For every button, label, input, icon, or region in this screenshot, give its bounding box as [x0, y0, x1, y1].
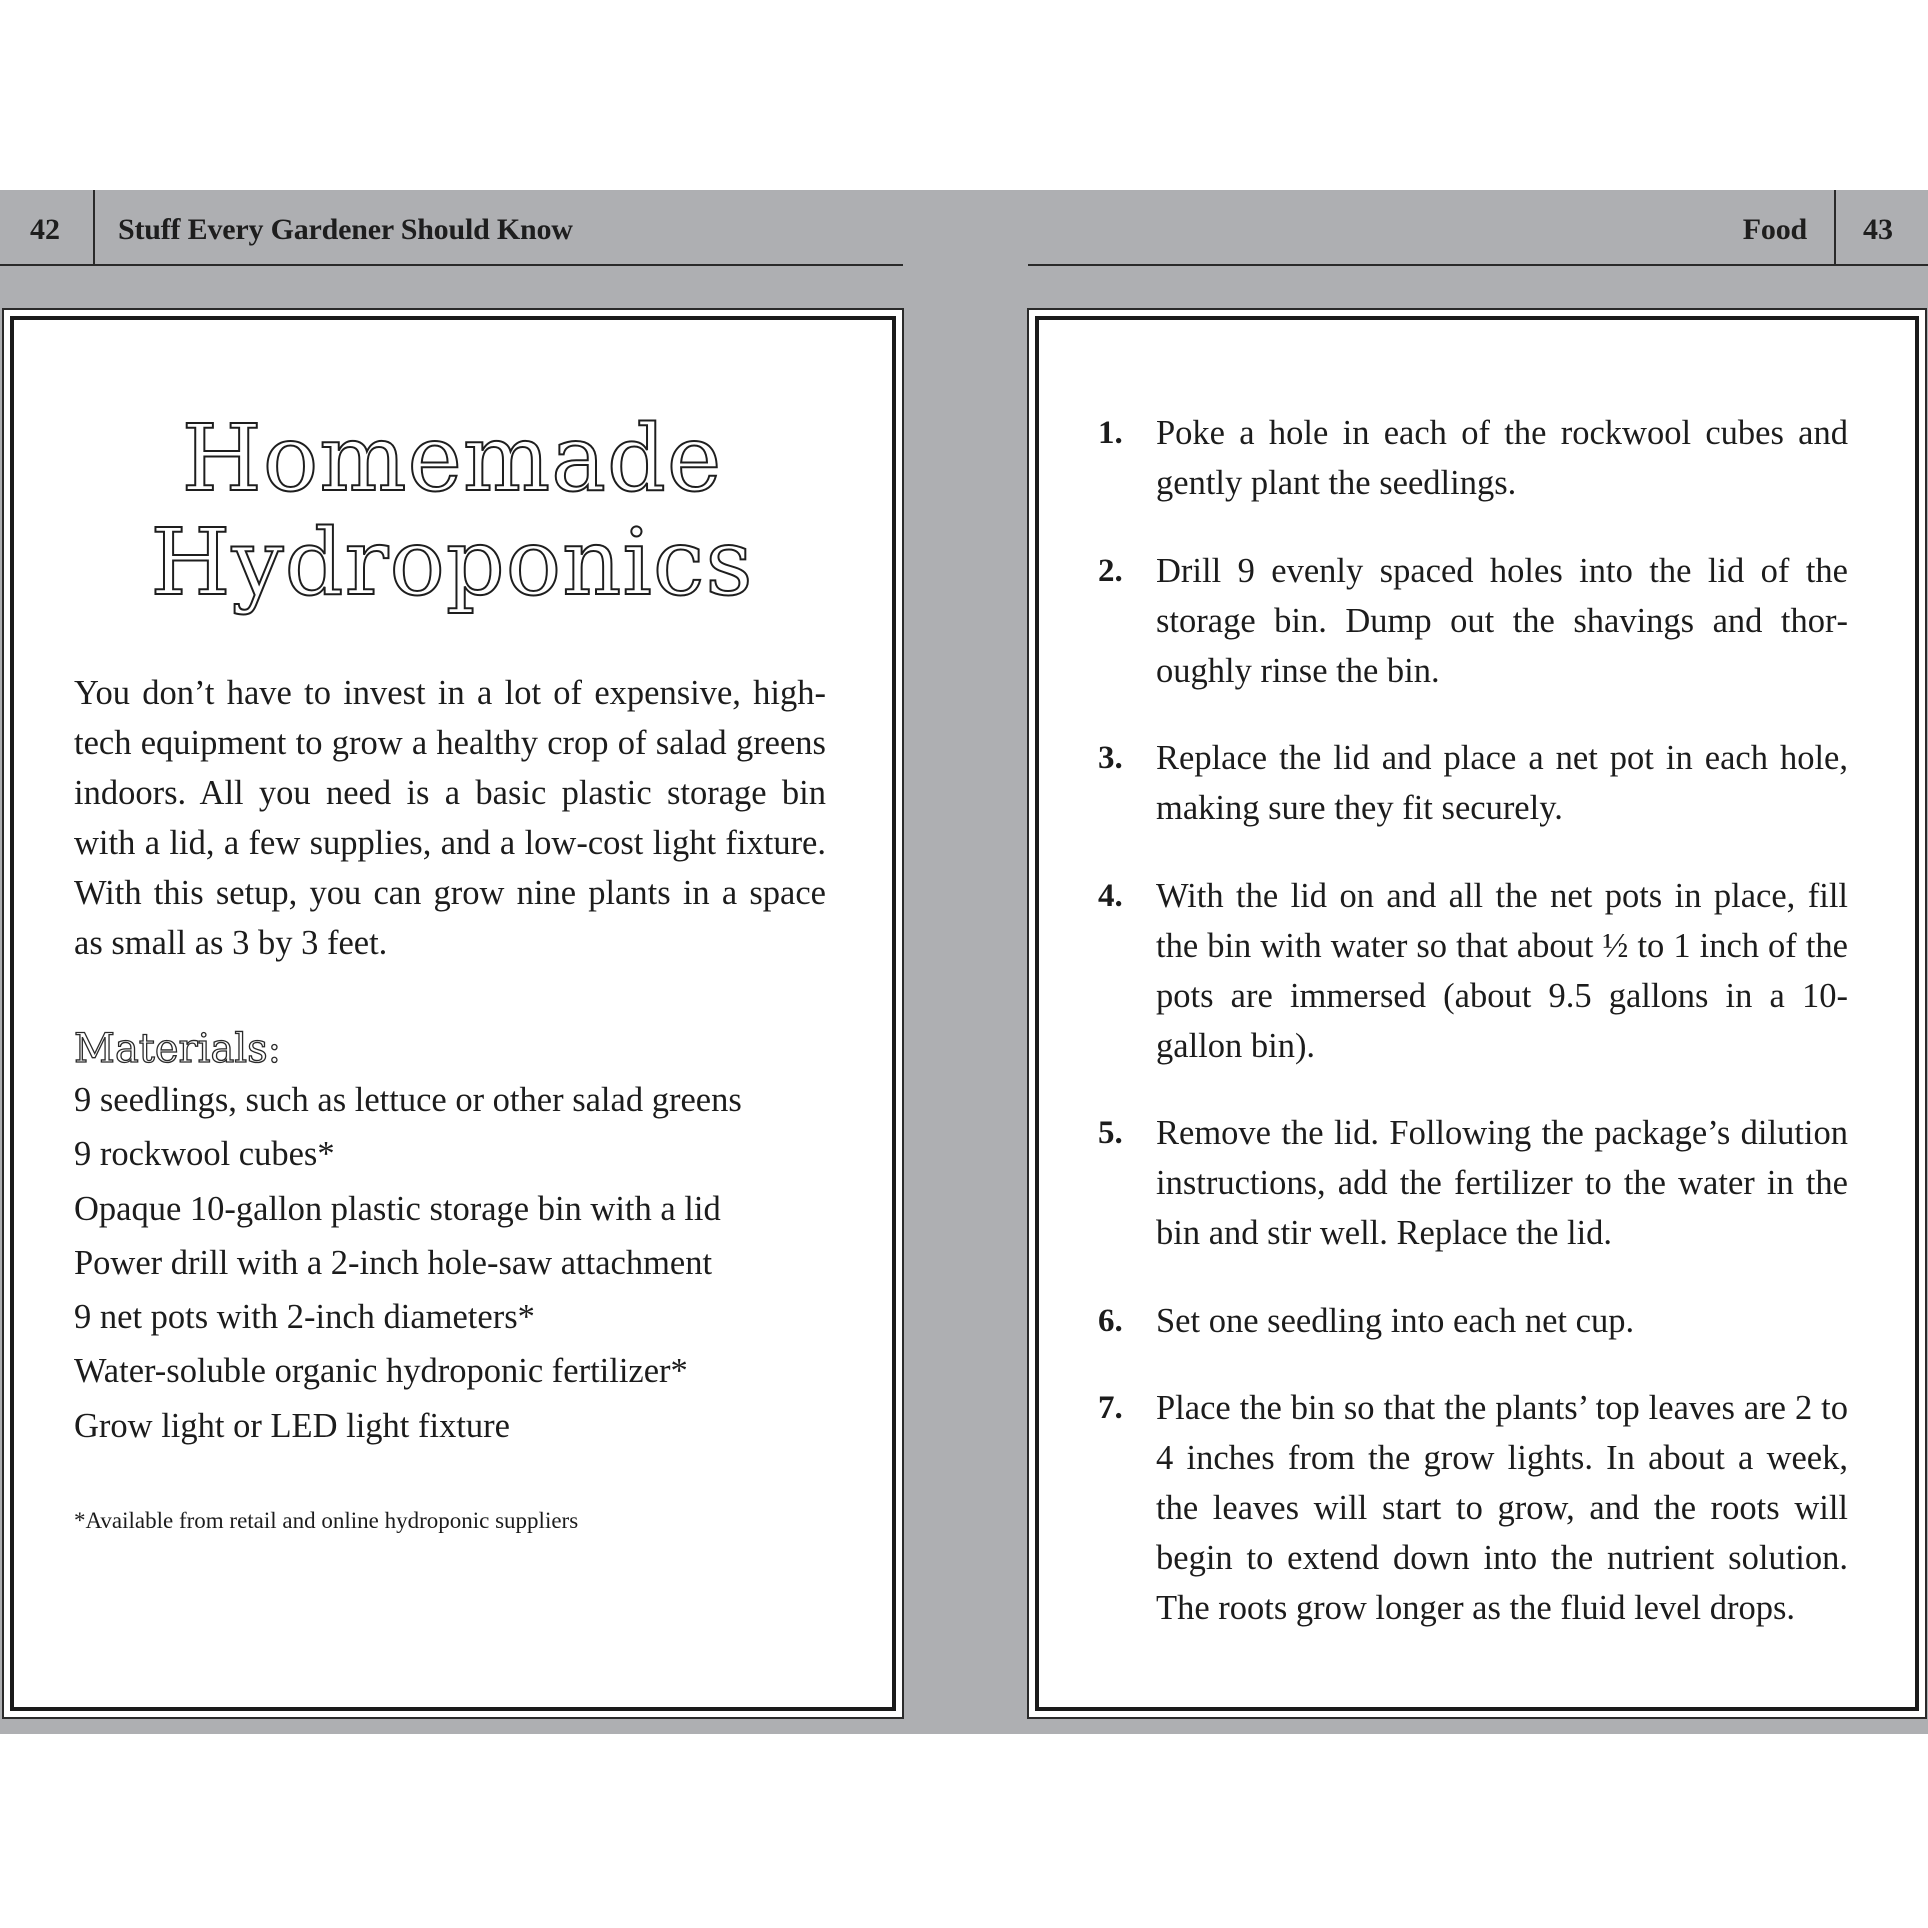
- intro-paragraph: You don’t have to invest in a lot of expensive, high-tech equipment to grow a healthy crop of salad greens indoors. All you need is a basic plastic storage bin with a lid, a few supplies, and a low-cost light fixture. With this setup, you can grow nine plants in a space as small as 3 by 3 feet.: [74, 674, 826, 962]
- step-item: [1098, 408, 1848, 508]
- materials-item: 9 net pots with 2-inch diameters*: [74, 1298, 535, 1337]
- step-text: Drill 9 evenly spaced holes into the lid of the storage bin. Dump out the shavings and thoroughly rinse the bin.: [1156, 551, 1848, 690]
- right-page-number: 43: [1863, 213, 1893, 246]
- instruction-steps: [1098, 408, 1848, 1671]
- materials-item: Grow light or LED light fixture: [74, 1406, 510, 1445]
- step-item: [1098, 1108, 1848, 1258]
- right-header-divider: [1834, 190, 1836, 266]
- page-title-line-2: Hydroponics: [150, 509, 754, 616]
- step-item: [1098, 1383, 1848, 1633]
- materials-list: [74, 1073, 742, 1453]
- step-text: Poke a hole in each of the rockwool cubes and gently plant the seedlings.: [1156, 414, 1848, 502]
- step-number: 4.: [1098, 877, 1123, 914]
- materials-item: Water-soluble organic hydroponic fertilizer*: [74, 1352, 688, 1391]
- step-number: 7.: [1098, 1390, 1123, 1426]
- footnote: *Available from retail and online hydroponic suppliers: [74, 1508, 579, 1533]
- left-header-rule: [0, 264, 903, 266]
- step-number: 1.: [1098, 415, 1123, 451]
- step-text: Replace the lid and place a net pot in each hole, making sure they fit securely.: [1156, 739, 1848, 827]
- step-text: Set one seedling into each net cup.: [1156, 1301, 1635, 1340]
- materials-item: 9 seedlings, such as lettuce or other salad greens: [74, 1081, 742, 1119]
- materials-item: Power drill with a 2-inch hole-saw attachment: [74, 1243, 713, 1282]
- step-number: 3.: [1098, 740, 1123, 776]
- right-running-title: Food: [1742, 213, 1807, 246]
- materials-item: 9 rockwool cubes*: [74, 1135, 335, 1174]
- step-text: With the lid on and all the net pots in place, fill the bin with water so that about ½ to 1 inch of the pots are immersed (about 9.5 gallons in a 10-gallon bin).: [1156, 876, 1848, 1065]
- step-item: [1098, 871, 1848, 1071]
- right-header-rule: [1028, 264, 1928, 266]
- page-title-line-1: Homemade: [181, 405, 723, 512]
- materials-heading: Materials:: [74, 1026, 282, 1072]
- step-item: [1098, 1296, 1848, 1346]
- step-item: [1098, 733, 1848, 833]
- step-number: 2.: [1098, 552, 1123, 589]
- step-text: Remove the lid. Following the package’s dilution instructions, add the fertilizer to the water in the bin and stir well. Replace the lid.: [1156, 1114, 1848, 1252]
- materials-item: Opaque 10-gallon plastic storage bin with a lid: [74, 1189, 721, 1228]
- step-number: 6.: [1098, 1302, 1123, 1339]
- left-page-number: 42: [30, 213, 60, 246]
- left-header-divider: [93, 190, 95, 266]
- step-item: [1098, 546, 1848, 696]
- step-number: 5.: [1098, 1115, 1123, 1151]
- step-text: Place the bin so that the plants’ top leaves are 2 to 4 inches from the grow lights. In about a week, the leaves will start to grow, and the roots will begin to extend down into the nutrient solution. The roots grow longer as the fluid level drops.: [1156, 1389, 1848, 1627]
- left-running-title: Stuff Every Gardener Should Know: [118, 213, 573, 246]
